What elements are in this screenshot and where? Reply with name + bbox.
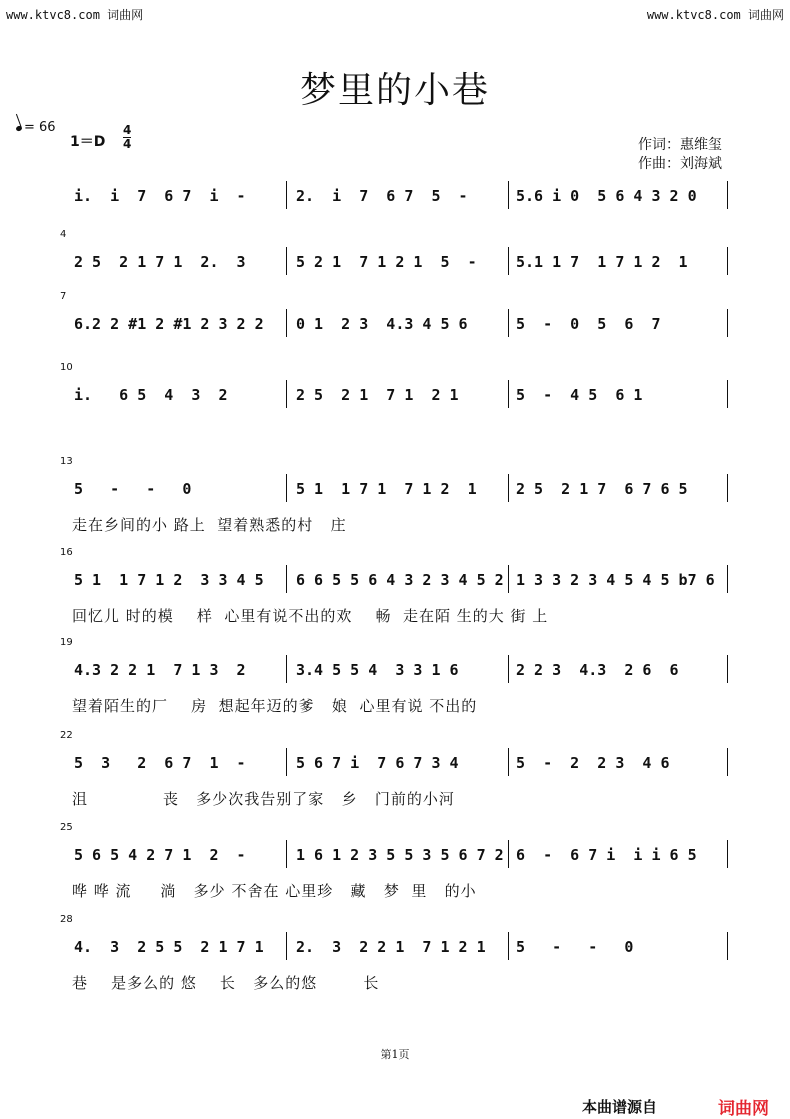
measure-notes: 2 2 3 4.3 2 6 6	[516, 661, 679, 679]
measure-notes: 1 3 3 2 3 4 5 4 5 b7 6	[516, 571, 715, 589]
bar-line	[286, 748, 287, 776]
composer: 作曲：刘海斌	[638, 156, 722, 172]
source-label: 本曲谱源自	[582, 1098, 658, 1116]
bar-line	[286, 181, 287, 209]
lyrics-line: 沮 丧 多少次我告别了家 乡 门前的小河	[72, 790, 455, 808]
bar-line	[727, 565, 728, 593]
measure-number: 4	[60, 229, 67, 240]
measure-number: 22	[60, 730, 73, 741]
measure-notes: 5 - - 0	[516, 938, 634, 956]
time-signature	[123, 124, 131, 150]
bar-line	[508, 565, 509, 593]
measure-number: 13	[60, 456, 73, 467]
page-number: 第1页	[380, 1048, 410, 1061]
measure-notes: 1 6 1 2 3 5 5 3 5 6 7 2	[296, 846, 504, 864]
song-title: 梦里的小巷	[299, 70, 490, 111]
measure-notes: 3.4 5 5 4 3 3 1 6	[296, 661, 459, 679]
bar-line	[727, 655, 728, 683]
watermark-right: www.ktvc8.com 词曲网	[646, 8, 784, 22]
bar-line	[508, 932, 509, 960]
measure-notes: 6.2 2 #1 2 #1 2 3 2 2	[74, 315, 264, 333]
bar-line	[508, 181, 509, 209]
bar-line	[508, 474, 509, 502]
bar-line	[508, 247, 509, 275]
measure-notes: 5 - 4 5 6 1	[516, 386, 643, 404]
measure-notes: 5.6 i 0 5 6 4 3 2 0	[516, 187, 697, 205]
bar-line	[286, 474, 287, 502]
measure-notes: 2. 3 2 2 1 7 1 2 1	[296, 938, 486, 956]
brand-logo: 词曲网	[718, 1099, 769, 1119]
bar-line	[508, 309, 509, 337]
bar-line	[727, 380, 728, 408]
measure-notes: 2. i 7 6 7 5 -	[296, 187, 468, 205]
bar-line	[727, 474, 728, 502]
measure-notes: 0 1 2 3 4.3 4 5 6	[296, 315, 468, 333]
watermark-left: www.ktvc8.com 词曲网	[6, 8, 144, 22]
measure-number: 16	[60, 547, 73, 558]
meter-bottom: 4	[123, 137, 132, 151]
measure-number: 19	[60, 637, 73, 648]
measure-notes: 5 - 2 2 3 4 6	[516, 754, 670, 772]
measure-number: 10	[60, 362, 73, 373]
bar-line	[286, 247, 287, 275]
quarter-note-icon	[15, 125, 22, 132]
measure-number: 28	[60, 914, 73, 925]
measure-number: 7	[60, 291, 67, 302]
bar-line	[727, 309, 728, 337]
bar-line	[727, 932, 728, 960]
bar-line	[508, 380, 509, 408]
lyrics-line: 望着陌生的厂 房 想起年迈的爹 娘 心里有说 不出的	[72, 697, 478, 715]
measure-notes: 6 6 5 5 6 4 3 2 3 4 5 2	[296, 571, 504, 589]
tempo-marking	[16, 120, 56, 135]
bar-line	[727, 748, 728, 776]
lyrics-line: 回忆儿 时的模 样 心里有说不出的欢 畅 走在陌 生的大 街 上	[72, 607, 549, 625]
bar-line	[727, 247, 728, 275]
bar-line	[286, 932, 287, 960]
lyricist: 作词：惠维玺	[638, 137, 722, 153]
measure-notes: 6 - 6 7 i i i 6 5	[516, 846, 697, 864]
lyrics-line: 哗 哗 流 淌 多少 不舍在 心里珍 藏 梦 里 的小	[72, 882, 477, 900]
bar-line	[727, 181, 728, 209]
credits	[638, 136, 722, 174]
meter-top: 4	[123, 123, 132, 137]
lyrics-line: 走在乡间的小 路上 望着熟悉的村 庄	[72, 516, 347, 534]
lyrics-line: 巷 是多么的 悠 长 多么的悠 长	[72, 974, 380, 992]
tempo-value: = 66	[24, 120, 56, 135]
measure-notes: 5 1 1 7 1 2 3 3 4 5	[74, 571, 264, 589]
bar-line	[286, 380, 287, 408]
measure-notes: 5 6 5 4 2 7 1 2 -	[74, 846, 246, 864]
measure-notes: 5 2 1 7 1 2 1 5 -	[296, 253, 477, 271]
measure-notes: 5 3 2 6 7 1 -	[74, 754, 246, 772]
measure-notes: 5 1 1 7 1 7 1 2 1	[296, 480, 477, 498]
measure-notes: i. i 7 6 7 i -	[74, 187, 246, 205]
bar-line	[727, 840, 728, 868]
measure-notes: 5 - 0 5 6 7	[516, 315, 661, 333]
key-signature: 1＝D	[70, 134, 106, 150]
bar-line	[508, 748, 509, 776]
bar-line	[286, 565, 287, 593]
measure-number: 25	[60, 822, 73, 833]
measure-notes: 2 5 2 1 7 1 2. 3	[74, 253, 246, 271]
bar-line	[508, 840, 509, 868]
measure-notes: 4.3 2 2 1 7 1 3 2	[74, 661, 246, 679]
measure-notes: 5 - - 0	[74, 480, 192, 498]
measure-notes: 2 5 2 1 7 6 7 6 5	[516, 480, 688, 498]
measure-notes: 2 5 2 1 7 1 2 1	[296, 386, 459, 404]
bar-line	[508, 655, 509, 683]
bar-line	[286, 655, 287, 683]
measure-notes: i. 6 5 4 3 2	[74, 386, 228, 404]
measure-notes: 5 6 7 i 7 6 7 3 4	[296, 754, 459, 772]
bar-line	[286, 309, 287, 337]
bar-line	[286, 840, 287, 868]
measure-notes: 4. 3 2 5 5 2 1 7 1	[74, 938, 264, 956]
measure-notes: 5.1 1 7 1 7 1 2 1	[516, 253, 688, 271]
